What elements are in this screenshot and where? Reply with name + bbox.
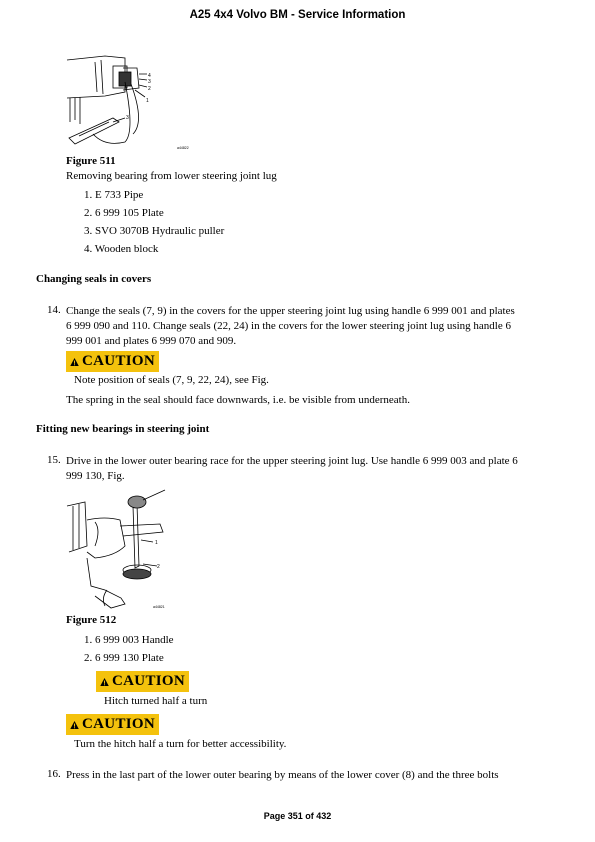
- fig511-callout-3b: 3: [126, 115, 129, 121]
- fig512-callout-2: 2: [157, 564, 160, 570]
- section-heading-fitting-bearings: Fitting new bearings in steering joint: [36, 423, 210, 435]
- fig511-item-4: 4. Wooden block: [84, 243, 159, 255]
- step-15-line-1: Drive in the lower outer bearing race for the upper steering joint lug. Use handle 6 999 003 and plate 6: [66, 455, 518, 467]
- step-14-number: 14.: [47, 304, 61, 316]
- caution-3-text: Turn the hitch half a turn for better accessibility.: [74, 738, 287, 750]
- fig511-callout-4: 4: [148, 73, 151, 79]
- section-heading-changing-seals: Changing seals in covers: [36, 273, 152, 285]
- caution-banner-3: [66, 714, 159, 735]
- caution-banner-1: [66, 351, 159, 372]
- fig511-item-3: 3. SVO 3070B Hydraulic puller: [84, 225, 225, 237]
- caution-label-3: CAUTION: [82, 716, 155, 732]
- figure-512-label: Figure 512: [66, 614, 117, 626]
- caution-1-text: Note position of seals (7, 9, 22, 24), see Fig.: [74, 374, 269, 386]
- step-14-line-1: Change the seals (7, 9) in the covers for the upper steering joint lug using handle 6 999 001 and plates: [66, 305, 515, 317]
- page-header: A25 4x4 Volvo BM - Service Information: [189, 9, 406, 21]
- step-15-number: 15.: [47, 454, 61, 466]
- fig512-callout-1: 1: [155, 540, 158, 546]
- spring-note: The spring in the seal should face downwards, i.e. be visible from underneath.: [66, 394, 410, 406]
- fig512-code: a44821: [153, 605, 165, 609]
- figure-512-image: [65, 486, 169, 612]
- figure-511-label: Figure 511: [66, 155, 116, 167]
- step-14-line-3: 999 001 and plates 6 999 070 and 909.: [66, 335, 237, 347]
- step-16-line-1: Press in the last part of the lower outer bearing by means of the lower cover (8) and the three bolts: [66, 769, 499, 781]
- fig512-item-2: 2. 6 999 130 Plate: [84, 652, 164, 664]
- warning-icon: [100, 674, 109, 690]
- figure-511-image: [65, 52, 197, 152]
- step-16-number: 16.: [47, 768, 61, 780]
- step-15-line-2: 999 130, Fig.: [66, 470, 125, 482]
- fig511-item-1: 1. E 733 Pipe: [84, 189, 144, 201]
- fig511-code: a44822: [177, 146, 189, 150]
- figure-511-caption: Removing bearing from lower steering joint lug: [66, 170, 277, 182]
- fig512-item-1: 1. 6 999 003 Handle: [84, 634, 174, 646]
- caution-label-1: CAUTION: [82, 353, 155, 369]
- fig511-callout-1: 1: [146, 98, 149, 104]
- step-14-line-2: 6 999 090 and 110. Change seals (22, 24) in the covers for the lower steering joint lug using handle 6: [66, 320, 512, 332]
- fig511-callout-3a: 3: [148, 79, 151, 85]
- caution-banner-2: [96, 671, 189, 692]
- fig511-callout-2: 2: [148, 86, 151, 92]
- warning-icon: [70, 354, 79, 370]
- warning-icon: [70, 717, 79, 733]
- fig511-item-2: 2. 6 999 105 Plate: [84, 207, 164, 219]
- page-footer: Page 351 of 432: [263, 811, 332, 821]
- caution-label-2: CAUTION: [112, 673, 185, 689]
- caution-2-text: Hitch turned half a turn: [104, 695, 208, 707]
